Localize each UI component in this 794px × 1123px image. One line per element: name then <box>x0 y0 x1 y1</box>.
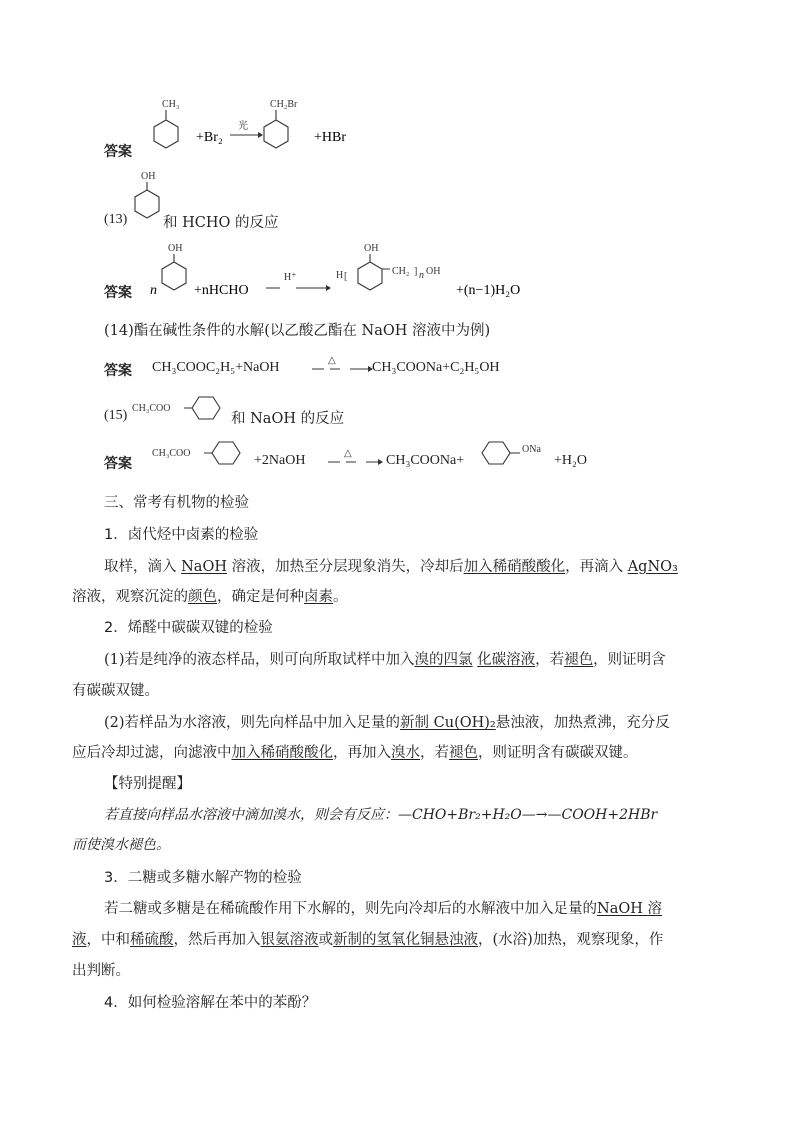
item-number-15: (15) <box>104 408 128 423</box>
plus-water: +H₂O <box>554 453 587 468</box>
s3-para-line1: 若二糖或多糖是在稀硫酸作用下水解的，则先向冷却后的水解液中加入足量的NaOH 溶 <box>104 901 662 917</box>
eq12-structure <box>150 96 370 166</box>
eq13-structure <box>146 238 566 304</box>
s3-title: 3．二糖或多糖水解产物的检验 <box>104 870 302 886</box>
svg-text:H⁺: H⁺ <box>284 272 297 283</box>
svg-text:OH: OH <box>364 243 379 254</box>
plus-2naoh: +2NaOH <box>254 453 306 468</box>
tip-line1: 若直接向样品水溶液中滴加溴水，则会有反应：—CHO+Br₂+H₂O—→—COOH+2HBr <box>104 807 658 823</box>
benzene-ring-icon <box>482 442 510 464</box>
item-text-15: 和 NaOH 的反应 <box>231 411 345 427</box>
s2-para2-line1: (2)若样品为水溶液，则先向样品中加入足量的新制 Cu(OH)₂悬浊液，加热煮沸，充分反 <box>104 715 670 731</box>
svg-text:H: H <box>336 270 344 281</box>
svg-text:CH₂: CH₂ <box>392 266 410 277</box>
s2-para1-line2: 有碳碳双键。 <box>72 683 159 699</box>
benzene-ring-icon <box>212 442 240 464</box>
benzyl-bromide-substituent: CH₂Br <box>270 99 298 110</box>
section-heading: 三、常考有机物的检验 <box>104 495 249 511</box>
heat-arrow <box>326 443 386 467</box>
tip-title: 【特别提醒】 <box>104 776 191 792</box>
benzene-ring-icon <box>162 262 186 290</box>
answer-label-14: 答案 <box>104 363 132 379</box>
benzene-ring-icon <box>358 262 382 290</box>
s1-title: 1．卤代烃中卤素的检验 <box>104 527 259 543</box>
svg-text:OH: OH <box>426 266 441 277</box>
svg-text:+nHCHO: +nHCHO <box>194 283 249 298</box>
benzene-ring-icon <box>135 190 159 218</box>
svg-text:△: △ <box>344 448 352 459</box>
svg-text:+(n−1)H₂O: +(n−1)H₂O <box>456 283 521 298</box>
benzene-ring-icon <box>264 120 288 148</box>
item-text-13: 和 HCHO 的反应 <box>163 215 279 231</box>
eq14-left: CH₃COOC₂H₅+NaOH <box>152 360 280 375</box>
svg-text:n: n <box>150 283 157 298</box>
s4-title: 4．如何检验溶解在苯中的苯酚？ <box>104 995 317 1011</box>
s2-para2-line2: 应后冷却过滤，向滤液中加入稀硝酸酸化，再加入溴水，若褪色，则证明含有碳碳双键。 <box>72 745 638 761</box>
svg-text:OH: OH <box>141 171 156 182</box>
s2-para1-line1: (1)若是纯净的液态样品，则可向所取试样中加入溴的四氯 化碳溶液，若褪色，则证明含 <box>104 652 666 668</box>
item-title-14: (14)酯在碱性条件的水解(以乙酸乙酯在 NaOH 溶液中为例) <box>104 323 491 339</box>
light-condition: 光 <box>238 121 248 132</box>
svg-text:n: n <box>419 270 424 281</box>
item-number-13: (13) <box>104 212 128 227</box>
svg-text:CH₃COO: CH₃COO <box>132 403 171 414</box>
svg-text:OH: OH <box>168 243 183 254</box>
svg-text:[: [ <box>344 271 348 282</box>
phenol-structure <box>132 168 164 230</box>
eq14-right: CH₃COONa+C₂H₅OH <box>372 360 500 375</box>
answer-label-15: 答案 <box>104 456 132 472</box>
ester-structure <box>132 394 232 424</box>
benzene-ring-icon <box>154 120 178 148</box>
answer-label-12: 答案 <box>104 144 132 160</box>
s3-para-line3: 出判断。 <box>72 963 130 979</box>
s1-para-line2: 溶液，观察沉淀的颜色，确定是何种卤素。 <box>72 589 348 605</box>
tip-line2: 而使溴水褪色。 <box>72 837 170 853</box>
plus-hbr: +HBr <box>314 130 347 145</box>
sodium-acetate: CH₃COONa+ <box>386 453 465 468</box>
svg-text:△: △ <box>328 355 336 366</box>
toluene-substituent: CH₃ <box>162 99 180 110</box>
ester-structure-answer <box>152 438 252 468</box>
svg-text:ONa: ONa <box>522 444 541 455</box>
s2-title: 2．烯醛中碳碳双键的检验 <box>104 620 273 636</box>
heat-arrow <box>310 350 370 374</box>
s1-para-line1: 取样，滴入 NaOH 溶液，加热至分层现象消失，冷却后加入稀硝酸酸化，再滴入 AgNO₃ <box>104 559 678 575</box>
svg-text:CH₃COO: CH₃COO <box>152 448 191 459</box>
plus-br2: +Br₂ <box>196 130 223 145</box>
s3-para-line2: 液，中和稀硫酸，然后再加入银氨溶液或新制的氢氧化铜悬浊液，(水浴)加热，观察现象，作 <box>72 932 664 948</box>
answer-label-13: 答案 <box>104 285 132 301</box>
svg-text:]: ] <box>414 266 418 277</box>
benzene-ring-icon <box>192 397 220 419</box>
